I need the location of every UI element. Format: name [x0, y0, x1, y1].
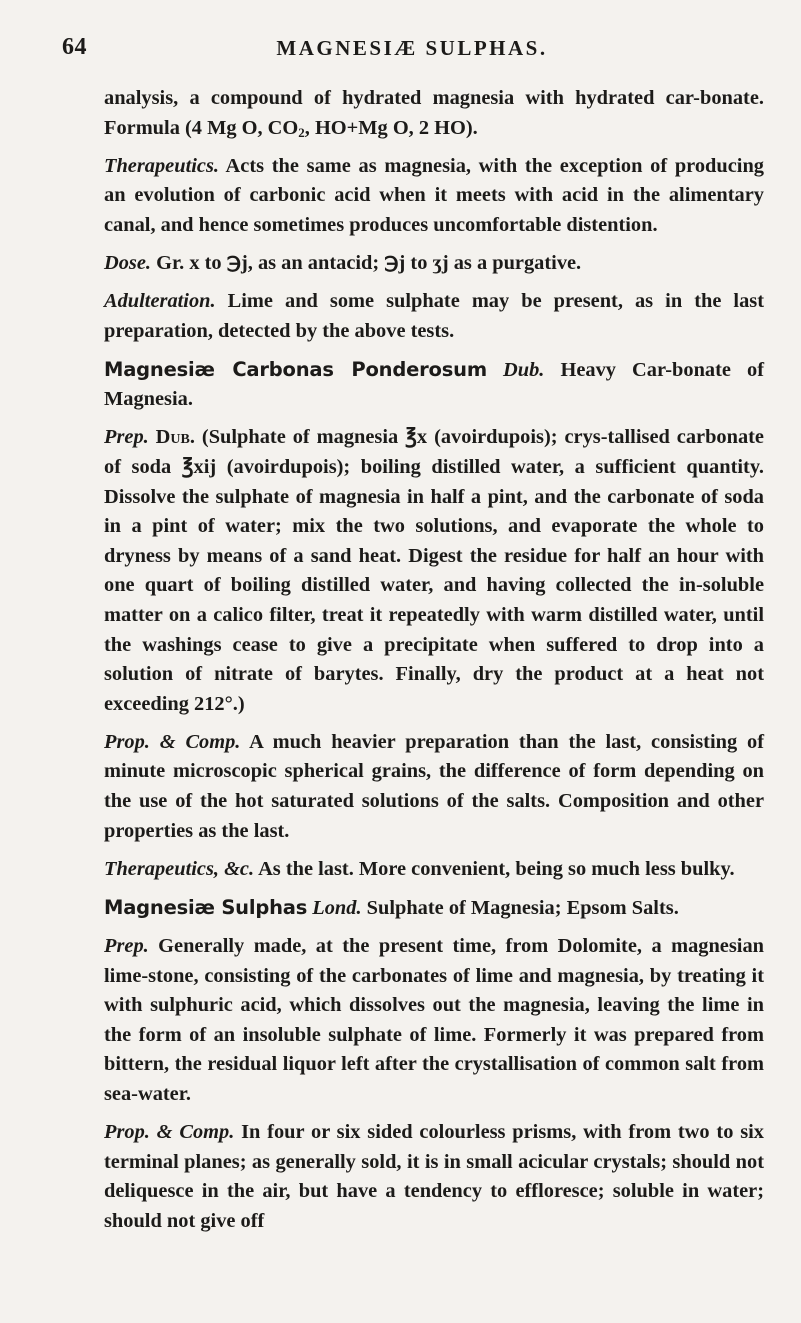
paragraph-therapeutics [104, 152, 764, 241]
paragraph-text: As the last. More convenient, being so much less bulky. [254, 857, 735, 880]
paragraph-prop-comp-sulphas [104, 1118, 764, 1236]
paragraph-text: , HO+Mg O, 2 HO). [304, 116, 478, 139]
entry-title: Magnesiæ Carbonas Ponderosum [104, 357, 487, 381]
section-lead: Prop. & Comp. [104, 1121, 235, 1143]
body-text [104, 84, 764, 1245]
subscript: 2 [298, 124, 305, 140]
section-lead: Dose. [104, 251, 152, 274]
paragraph-dose [104, 249, 764, 279]
paragraph-prop-comp [104, 728, 764, 846]
section-lead: Adulteration. [104, 290, 216, 313]
paragraph-adulteration [104, 287, 764, 346]
paragraph-text: Acts the same as magnesia, with the exception of producing an evolution of carbonic acid when it meets with acid in the alimentary canal, and hence sometimes produces uncomfortable distention. [104, 154, 764, 236]
paragraph-therapeutics-etc [104, 855, 764, 885]
entry-source: Lond. [307, 896, 362, 919]
running-head: MAGNESIÆ SULPHAS. [276, 36, 548, 60]
paragraph-prep-dub [104, 423, 764, 719]
section-lead: Prop. & Comp. [104, 730, 241, 753]
entry-source: Dub. [486, 358, 545, 381]
entry-carbonas-ponderosum [104, 355, 764, 415]
paragraph-text: analysis, a compound of hydrated magnesia with hydrated car-bonate. Formula (4 Mg O, CO [104, 87, 764, 139]
paragraph-prep-sulphas [104, 932, 764, 1110]
paragraph-text: Generally made, at the present time, from Dolomite, a magnesian lime-stone, consisting of the carbonates of lime and magnesia, by treating it with sulphuric acid, which dissolves out the magnesia, leaving the lime in the form of an insoluble sulphate of lime. Formerly it was prepared from bittern, the residual liquor left after the crystallisation of common salt from sea-water. [104, 934, 764, 1105]
paragraph-formula [104, 84, 764, 143]
paragraph-text: In four or six sided colourless prisms, with from two to six terminal planes; as generally sold, it is in small acicular crystals; should not deliquesce in the air, but have a tendency to effloresce; soluble in water; should not give off [104, 1121, 764, 1232]
page-header [62, 34, 762, 64]
section-lead: Therapeutics, &c. [104, 857, 255, 880]
paragraph-text: (Sulphate of magnesia ℥x (avoirdupois); crys-tallised carbonate of soda ℥xij (avoirdupois); boiling distilled water, a sufficient quantity. Dissolve the sulphate of magnesia in half a pint, and the carbonate of soda in a pint of water; mix the two solutions, and evaporate the whole to dryness by means of a sand heat. Digest the residue for half an hour with one quart of boiling distilled water, and having collected the in-soluble matter on a calico filter, treat it repeatedly with warm distilled water, until the washings cease to give a precipitate when suffered to drop into a solution of nitrate of barytes. Finally, dry the product at a heat not exceeding 212°.) [104, 426, 764, 715]
section-lead: Prep. [104, 934, 149, 957]
section-lead: Therapeutics. [104, 154, 219, 177]
section-lead: Prep. [104, 426, 149, 449]
paragraph-text: A much heavier preparation than the last, consisting of minute microscopic spherical grains, the difference of form depending on the use of the hot saturated solutions of the salts. Composition and other properties as the last. [104, 730, 764, 842]
paragraph-text: Lime and some sulphate may be present, as in the last preparation, detected by the above tests. [104, 290, 764, 342]
paragraph-text: Gr. x to ℈j, as an antacid; ℈j to ʒj as a purgative. [151, 251, 582, 274]
entry-sulphas [104, 893, 764, 924]
page-number: 64 [62, 34, 87, 60]
paragraph-text: Sulphate of Magnesia; Epsom Salts. [361, 896, 679, 919]
paragraph-text: Heavy Car-bonate of Magnesia. [104, 358, 764, 411]
entry-title: Magnesiæ Sulphas [104, 895, 308, 919]
entry-source: Dub. [148, 426, 195, 449]
